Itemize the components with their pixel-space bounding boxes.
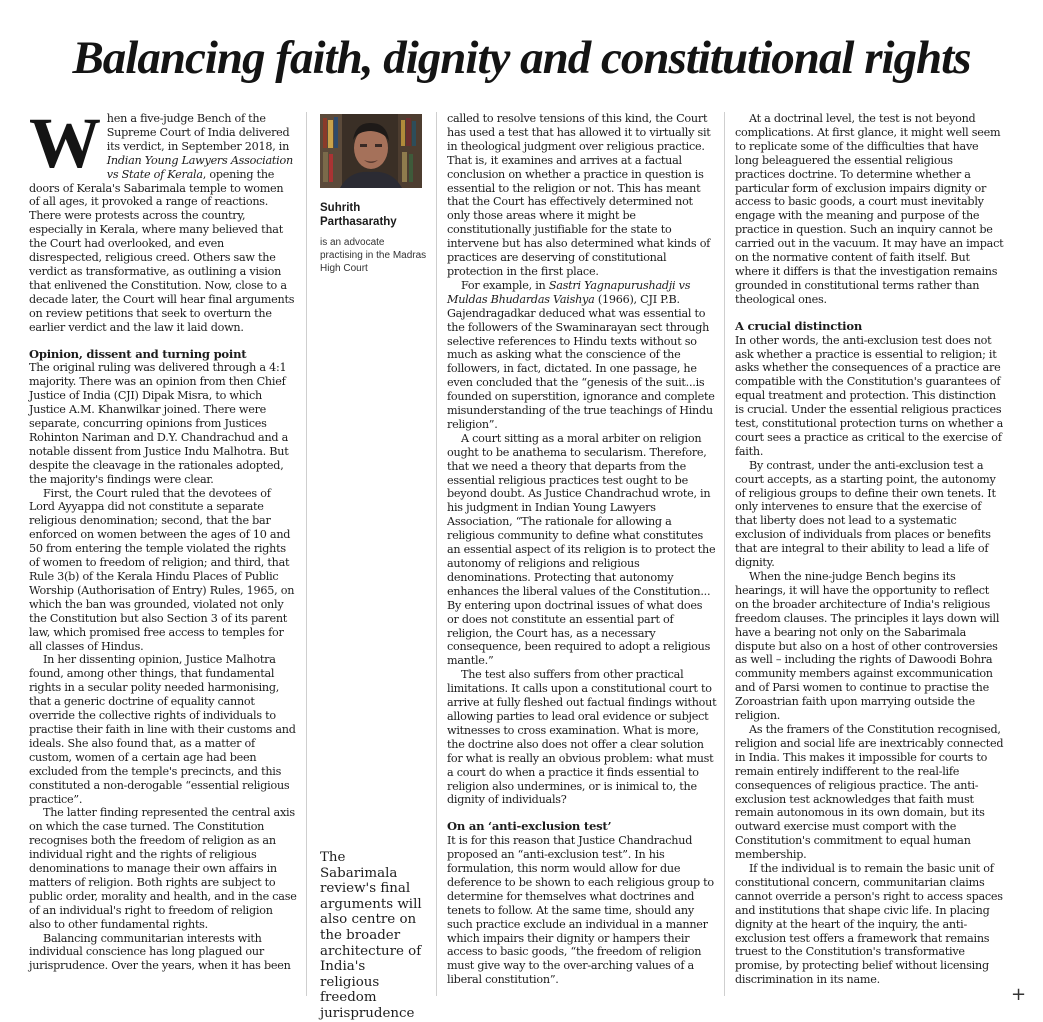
paragraph: The original ruling was delivered through a 4:1 majority. There was an opinion from then Chief Justice of India (CJI) Dipak Misra, to which Justice A.M. Khanwilkar joined. There were separate, concurring opinions from Justices Rohinton Nariman and D.Y. Chandrachud and a notable dissent from Justice Indu Malhotra. But despite the cleavage in the rationales adopted, the majority's findings were clear. [29,361,289,486]
crosshair-icon: + [1011,984,1027,1005]
subheading-crucial-distinction: A crucial distinction [735,318,863,333]
column-3 [447,112,717,987]
subheading-anti-exclusion: On an ‘anti-exclusion test’ [447,819,612,834]
paragraph: If the individual is to remain the basic unit of constitutional concern, communitarian claims cannot override a person's right to access spaces and institutions that shape civic life. In placing dignity at the heart of the inquiry, the anti-exclusion test offers a framework that remains truest to the Constitution's transformative promise, by protecting belief without licensing discrimination in its name. [735,862,1003,987]
paragraph: The test also suffers from other practical limitations. It calls upon a constitutional court to arrive at fully fleshed out factual findings without allowing parties to lead oral evidence or subject witnesses to cross examination. What is more, the doctrine also does not offer a clear solution for what is really an obvious problem: what must a court do when a practice it finds essential to religion also undermines, or is inimical to, the dignity of individuals? [447,668,717,807]
column-4 [735,112,1005,987]
column-divider [306,112,307,996]
drop-cap: W [29,103,101,183]
paragraph: It is for this reason that Justice Chandrachud proposed an “anti-exclusion test”. In his formulation, this norm would allow for due deference to be shown to each religious group to determine for themselves what doctrines and tenets to follow. At the same time, should any such practice exclude an individual in a manner which impairs their dignity or hampers their access to basic goods, “the freedom of religion must give way to the over-arching values of a liberal constitution”. [447,834,714,987]
column-divider [436,112,437,996]
column-divider [724,112,725,996]
lead-text-rest: , opening the doors of Kerala's Sabarimala temple to women of all ages, it provoked a range of reactions. There were protests across the country, especially in Kerala, where many believed that the Court had overlooked, and even disrespected, religious creed. Others saw the verdict as transformative, as outlining a vision that enlivened the Constitution. Now, close to a decade later, the Court will hear final arguments on review petitions that seek to overturn the earlier verdict and the law it laid down. [29,167,295,334]
paragraph: By contrast, under the anti-exclusion test a court accepts, as a starting point, the autonomy of religious groups to define their own tenets. It only intervenes to ensure that the exercise of that liberty does not lead to a systematic exclusion of individuals from places or benefits that are integral to their ability to lead a life of dignity. [735,458,996,570]
lead-text: hen a five-judge Bench of the Supreme Court of India delivered its verdict, in September 2018, in [106,112,290,153]
paragraph: called to resolve tensions of this kind, the Court has used a test that has allowed it to virtually sit in theological judgment over religious practice. That is, it examines and arrives at a factual conclusion on whether a practice in question is essential to the religion or not. This has meant that the Court has effectively determined not only those areas where it might be constitutionally justifiable for the state to intervene but has also determined what kinds of practices are deserving of constitutional protection in the first place. [447,112,711,278]
case-name: Sastri Yagnapurushadji vs Muldas Bhudardas Vaishya [447,278,691,306]
paragraph: At a doctrinal level, the test is not beyond complications. At first glance, it might well seem to replicate some of the difficulties that have long beleaguered the essential religious practices doctrine. To determine whether a particular form of exclusion impairs dignity or access to basic goods, a court must inevitably engage with the meaning and purpose of the practice in question. Such an inquiry cannot be carried out in the vacuum. It may have an impact on the normative content of faith itself. But where it differs is that the investigation remains grounded in constitutional terms rather than theological ones. [735,112,1004,306]
paragraph: When the nine-judge Bench begins its hearings, it will have the opportunity to reflect on the broader architecture of India's religious freedom clauses. The principles it lays down will have a bearing not only on the Sabarimala dispute but also on a host of other controversies as well – including the rights of Dawoodi Bohra community members against excommunication and of Parsi women to continue to practise the Zoroastrian faith upon marrying outside the religion. [735,570,1000,723]
paragraph: First, the Court ruled that the devotees of Lord Ayyappa did not constitute a separate religious denomination; second, that the bar enforced on women between the ages of 10 and 50 from entering the temple violated the rights of women to freedom of religion; and third, that Rule 3(b) of the Kerala Hindu Places of Public Worship (Authorisation of Entry) Rules, 1965, on which the ban was grounded, violated not only the Constitution but also Section 3 of its parent law, which promised free access to temples for all classes of Hindus. [29,486,295,653]
author-photo [320,114,422,188]
author-name: Suhrith Parthasarathy [320,202,397,228]
paragraph: The latter finding represented the central axis on which the case turned. The Constitution recognises both the freedom of religion as an individual right and the rights of religious denominations to manage their own affairs in matters of religion. Both rights are subject to public order, morality and health, and in the case of an individual's right to freedom of religion also to other fundamental rights. [29,806,297,931]
article-headline: Balancing faith, dignity and constitutional rights [72,32,971,84]
paragraph [447,279,717,432]
author-bio: is an advocate practising in the Madras High Court [320,237,427,274]
paragraph: Balancing communitarian interests with individual conscience has long plagued our jurisprudence. Over the years, when it has been [29,931,291,973]
paragraph: In other words, the anti-exclusion test does not ask whether a practice is essential to religion; it asks whether the consequences of a practice are compatible with the Constitution's guarantees of equal treatment and protection. This distinction is crucial. Under the essential religious practices test, constitutional protection turns on whether a court sees a practice as critical to the exercise of faith. [735,333,1004,458]
case-name: Indian Young Lawyers Association vs State of Kerala [106,153,293,181]
paragraph-text: For example, in [461,278,549,292]
lead-paragraph [29,103,297,335]
paragraph: In her dissenting opinion, Justice Malhotra found, among other things, that fundamental rights in a secular polity needed harmonising, that a generic doctrine of equality cannot override the collective rights of individuals to practise their faith in line with their customs and ideals. She also found that, as a matter of custom, women of a certain age had been excluded from the temple's precincts, and this constituted a non-derogable “essential religious practice”. [29,653,296,806]
pull-quote: The Sabarimala review's final arguments will also centre on the broader architecture of India's religious freedom jurisprudence [320,850,422,1021]
paragraph-text: (1966), CJI P.B. Gajendragadkar deduced what was essential to the followers of the Swaminarayan sect through selective references to Hindu texts without so much as asking what the conscience of the followers, in fact, dictated. In one passage, he even concluded that the “genesis of the suit...is founded on superstition, ignorance and complete misunderstanding of the true teachings of Hindu religion”. [447,292,715,431]
subheading-opinion: Opinion, dissent and turning point [29,346,247,361]
paragraph: As the framers of the Constitution recognised, religion and social life are inextricably connected in India. This makes it impossible for courts to remain entirely indifferent to the real-life consequences of religious practice. The anti-exclusion test acknowledges that faith must remain autonomous in its own domain, but its outward exercise must comport with the Constitution's commitment to equal human membership. [735,722,1004,862]
column-1 [29,103,297,973]
paragraph: A court sitting as a moral arbiter on religion ought to be anathema to secularism. Therefore, that we need a theory that departs from the essential religious practices test ought to be beyond doubt. As Justice Chandrachud wrote, in his judgment in Indian Young Lawyers Association, “The rationale for allowing a religious community to define what constitutes an essential aspect of its religion is to protect the autonomy of religions and religious denominations. Protecting that autonomy enhances the liberal values of the Constitution... By entering upon doctrinal issues of what does or does not constitute an essential part of religion, the Court has, as a necessary consequence, been required to adopt a religious mantle.” [447,431,716,668]
